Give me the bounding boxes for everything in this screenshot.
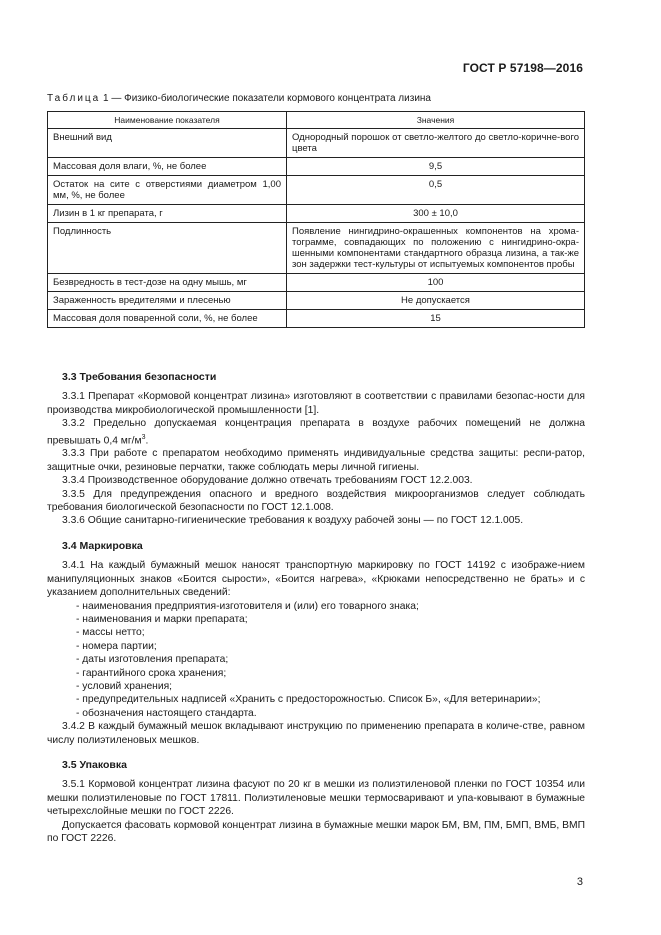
paragraph: 3.3.6 Общие санитарно-гигиенические требования к воздуху рабочей зоны — по ГОСТ 12.1.005. bbox=[62, 515, 524, 527]
paragraph: 3.4.1 На каждый бумажный мешок наносят транспортную маркировку по ГОСТ 14192 с изображе-нием манипуляционных знаков «Боится сырости», «Боится нагрева», «Крюками непосредственно не брать» и с указанием дополнительных сведений: bbox=[47, 560, 585, 599]
column-header-name: Наименование показателя bbox=[48, 112, 287, 129]
paragraph: 3.3.1 Препарат «Кормовой концентрат лизина» изготовляют в соответствии с правилами безопас-ности для производства микробиологической промышленности [1]. bbox=[47, 391, 585, 416]
paragraph: 3.3.4 Производственное оборудование должно отвечать требованиям ГОСТ 12.2.003. bbox=[62, 475, 473, 487]
paragraph: 3.4.2 В каждый бумажный мешок вкладывают инструкцию по применению препарата в количе-стве, равном числу полиэтиленовых мешков. bbox=[47, 721, 585, 746]
list-item: - обозначения настоящего стандарта. bbox=[76, 707, 257, 719]
paragraph-end: . bbox=[145, 435, 149, 447]
row-value: 9,5 bbox=[287, 158, 585, 176]
row-name: Лизин в 1 кг препарата, г bbox=[48, 205, 287, 223]
table-row bbox=[48, 292, 585, 310]
table-row bbox=[48, 205, 585, 223]
paragraph bbox=[47, 417, 585, 447]
row-name: Подлинность bbox=[48, 223, 287, 274]
list-item: - массы нетто; bbox=[76, 627, 145, 639]
table-caption-text: 1 — Физико-биологические показатели кормового концентрата лизина bbox=[103, 93, 431, 104]
list-item: - условий хранения; bbox=[76, 680, 173, 692]
section-gap bbox=[47, 528, 585, 540]
row-value: 100 bbox=[287, 274, 585, 292]
list-item: - номера партии; bbox=[76, 640, 157, 652]
table-row bbox=[48, 274, 585, 292]
column-header-value: Значения bbox=[287, 112, 585, 129]
standard-code-header: ГОСТ Р 57198—2016 bbox=[462, 61, 583, 75]
row-name: Безвредность в тест-дозе на одну мышь, мг bbox=[48, 274, 287, 292]
section-heading-packaging: 3.5 Упаковка bbox=[62, 758, 127, 771]
list-item: - наименования и марки препарата; bbox=[76, 613, 248, 625]
row-name: Зараженность вредителями и плесенью bbox=[48, 292, 287, 310]
table-row bbox=[48, 129, 585, 158]
table-header-row bbox=[48, 112, 585, 129]
row-name: Внешний вид bbox=[48, 129, 287, 158]
table-caption bbox=[47, 93, 431, 104]
paragraph-text: 3.3.2 Предельно допускаемая концентрация препарата в воздухе рабочих помещений не должна превышать 0,4 мг/м bbox=[47, 418, 585, 447]
page-number: 3 bbox=[576, 876, 583, 888]
paragraph: 3.3.3 При работе с препаратом необходимо применять индивидуальные средства защиты: респи-ратор, защитные очки, резиновые перчатки, также соблюдать меры личной гигиены. bbox=[47, 448, 585, 473]
paragraph: 3.5.1 Кормовой концентрат лизина фасуют по 20 кг в мешки из полиэтиленовой пленки по ГОСТ 10354 или мешки полиэтиленовые по ГОСТ 17811. Полиэтиленовые мешки термосваривают и упа-ковывают в бумажные четырехслойные мешки по ГОСТ 2226. bbox=[47, 779, 585, 818]
table-row bbox=[48, 176, 585, 205]
row-name: Остаток на сите с отверстиями диаметром 1,00 мм, %, не более bbox=[48, 176, 287, 205]
paragraph: Допускается фасовать кормовой концентрат лизина в бумажные мешки марок БМ, ВМ, ПМ, БМП, ВМБ, ВМП по ГОСТ 2226. bbox=[47, 819, 585, 845]
section-heading-marking: 3.4 Маркировка bbox=[62, 539, 143, 552]
list-item: - наименования предприятия-изготовителя и (или) его товарного знака; bbox=[76, 600, 419, 612]
table-row bbox=[48, 223, 585, 274]
superscript: 3 bbox=[141, 433, 146, 441]
table-row bbox=[48, 310, 585, 328]
section-heading-safety: 3.3 Требования безопасности bbox=[62, 371, 217, 383]
row-name: Массовая доля влаги, %, не более bbox=[48, 158, 287, 176]
table-caption-word: Таблица bbox=[47, 93, 101, 104]
row-name: Массовая доля поваренной соли, %, не более bbox=[48, 310, 287, 328]
row-value: Появление нингидрино-окрашенных компонентов на хрома-тограмме, совпадающих по положению с нингидрино-окра-шенными компонентами стандартного образца лизина, а так-же зон задержки тест-культуры от испытуемых компонентов пробы bbox=[287, 223, 585, 274]
document-body bbox=[47, 371, 585, 845]
row-value: Однородный порошок от светло-желтого до светло-коричне-вого цвета bbox=[287, 129, 585, 158]
paragraph: 3.3.5 Для предупреждения опасного и вредного воздействия микроорганизмов следует соблюдать требования биологической безопасности по ГОСТ 12.1.008. bbox=[47, 488, 585, 514]
section-gap bbox=[47, 747, 585, 759]
row-value: 15 bbox=[287, 310, 585, 328]
table-row bbox=[48, 158, 585, 176]
row-value: 300 ± 10,0 bbox=[287, 205, 585, 223]
list-item: - гарантийного срока хранения; bbox=[76, 667, 227, 679]
list-item: - даты изготовления препарата; bbox=[76, 654, 229, 666]
row-value: Не допускается bbox=[287, 292, 585, 310]
list-item: - предупредительных надписей «Хранить с предосторожностью. Список Б», «Для ветеринарии»; bbox=[76, 694, 541, 706]
row-value: 0,5 bbox=[287, 176, 585, 205]
properties-table bbox=[47, 111, 585, 328]
